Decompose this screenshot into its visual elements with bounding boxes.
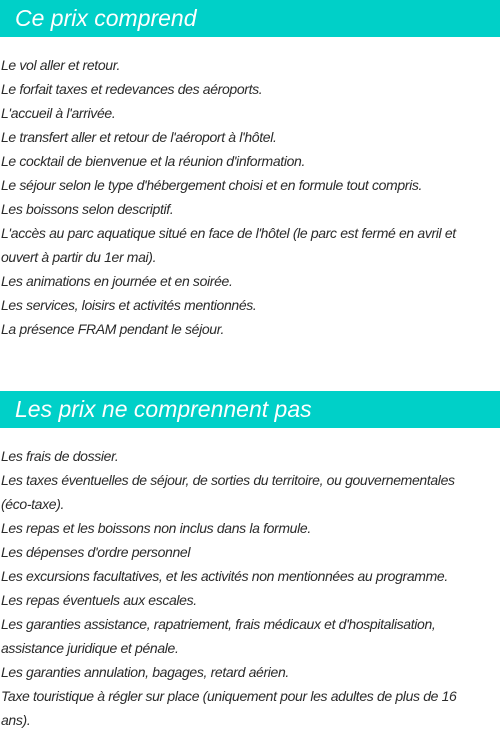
price-excludes-title: Les prix ne comprennent pas	[0, 391, 500, 428]
list-item: Les services, loisirs et activités mentionnés.	[1, 297, 257, 313]
list-item: L'accès au parc aquatique situé en face de l'hôtel (le parc est fermé en avril et ouvert à partir du 1er mai).	[1, 225, 456, 265]
price-excludes-list	[0, 444, 500, 732]
list-item: Le forfait taxes et redevances des aéroports.	[1, 81, 263, 97]
list-item: Les dépenses d'ordre personnel	[1, 544, 191, 560]
list-item: Le séjour selon le type d'hébergement choisi et en formule tout compris.	[1, 177, 423, 193]
list-item: Le vol aller et retour.	[1, 57, 121, 73]
list-item: Taxe touristique à régler sur place (uniquement pour les adultes de plus de 16 ans).	[1, 688, 457, 728]
price-includes-list	[0, 53, 500, 341]
list-item: Les repas éventuels aux escales.	[1, 592, 197, 608]
list-item: Les garanties assistance, rapatriement, frais médicaux et d'hospitalisation, assistance juridique et pénale.	[1, 616, 436, 656]
list-item: Les animations en journée et en soirée.	[1, 273, 233, 289]
list-item: Les repas et les boissons non inclus dans la formule.	[1, 520, 311, 536]
price-includes-title: Ce prix comprend	[0, 0, 500, 37]
price-excludes-section	[0, 391, 500, 732]
list-item: L'accueil à l'arrivée.	[1, 105, 116, 121]
list-item: Les garanties annulation, bagages, retard aérien.	[1, 664, 289, 680]
list-item: La présence FRAM pendant le séjour.	[1, 321, 225, 337]
list-item: Les frais de dossier.	[1, 448, 119, 464]
price-includes-section	[0, 0, 500, 341]
list-item: Les taxes éventuelles de séjour, de sorties du territoire, ou gouvernementales (éco-taxe).	[1, 472, 455, 512]
list-item: Le transfert aller et retour de l'aéroport à l'hôtel.	[1, 129, 277, 145]
list-item: Les boissons selon descriptif.	[1, 201, 174, 217]
list-item: Les excursions facultatives, et les activités non mentionnées au programme.	[1, 568, 448, 584]
list-item: Le cocktail de bienvenue et la réunion d'information.	[1, 153, 305, 169]
